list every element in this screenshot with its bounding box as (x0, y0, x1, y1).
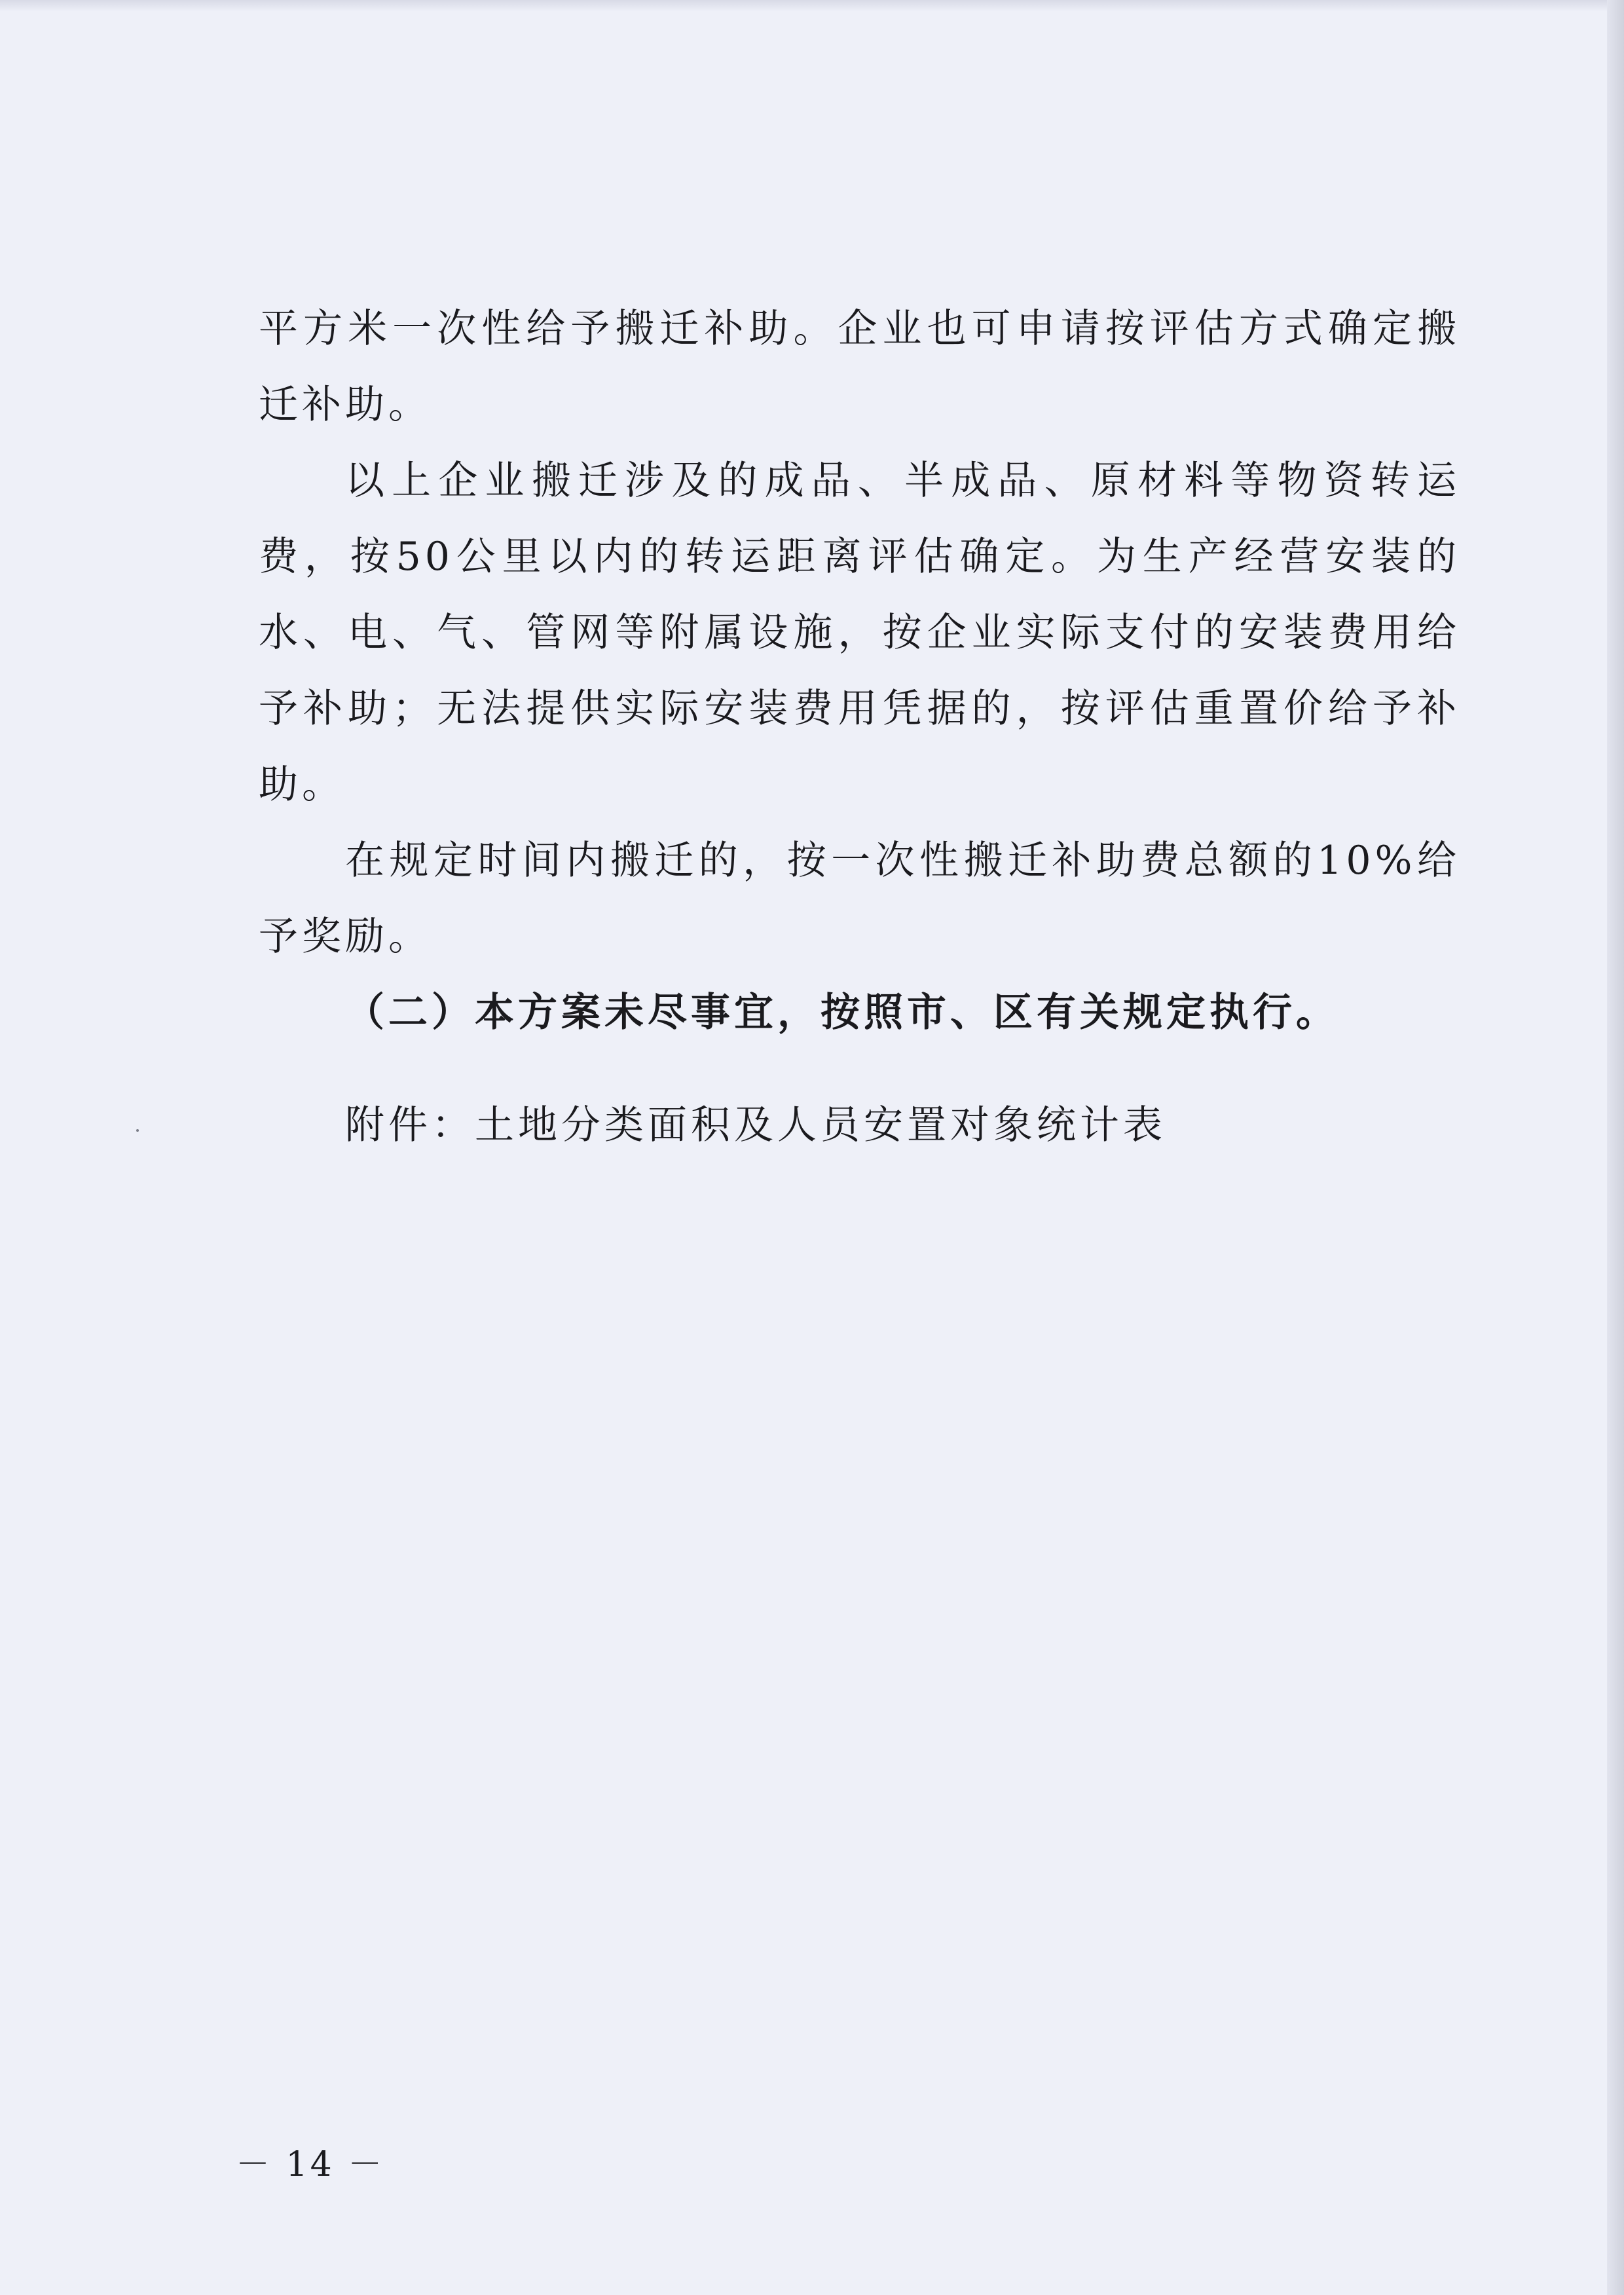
paragraph-4-section-heading: （二）本方案未尽事宜，按照市、区有关规定执行。 (345, 990, 1339, 1036)
scan-speck (136, 1129, 139, 1132)
scan-edge-top (0, 0, 1624, 12)
paragraph-2: 以上企业搬迁涉及的成品、半成品、原材料等物资转运费，按50公里以内的转运距离评估确定。为生产经营安装的水、电、气、管网等附属设施，按企业实际支付的安装费用给予补助；无法提供实际安装费用凭据的，按评估重置价给予补助。 (259, 458, 1460, 808)
paragraph-1: 平方米一次性给予搬迁补助。企业也可申请按评估方式确定搬迁补助。 (259, 306, 1460, 428)
page-number: － 14 － (236, 2145, 385, 2184)
attachment-line: 附件：土地分类面积及人员安置对象统计表 (345, 1102, 1166, 1148)
scan-edge-right (1607, 0, 1624, 2295)
body-text (259, 291, 1460, 1051)
paragraph-3: 在规定时间内搬迁的，按一次性搬迁补助费总额的10%给予奖励。 (259, 838, 1460, 960)
